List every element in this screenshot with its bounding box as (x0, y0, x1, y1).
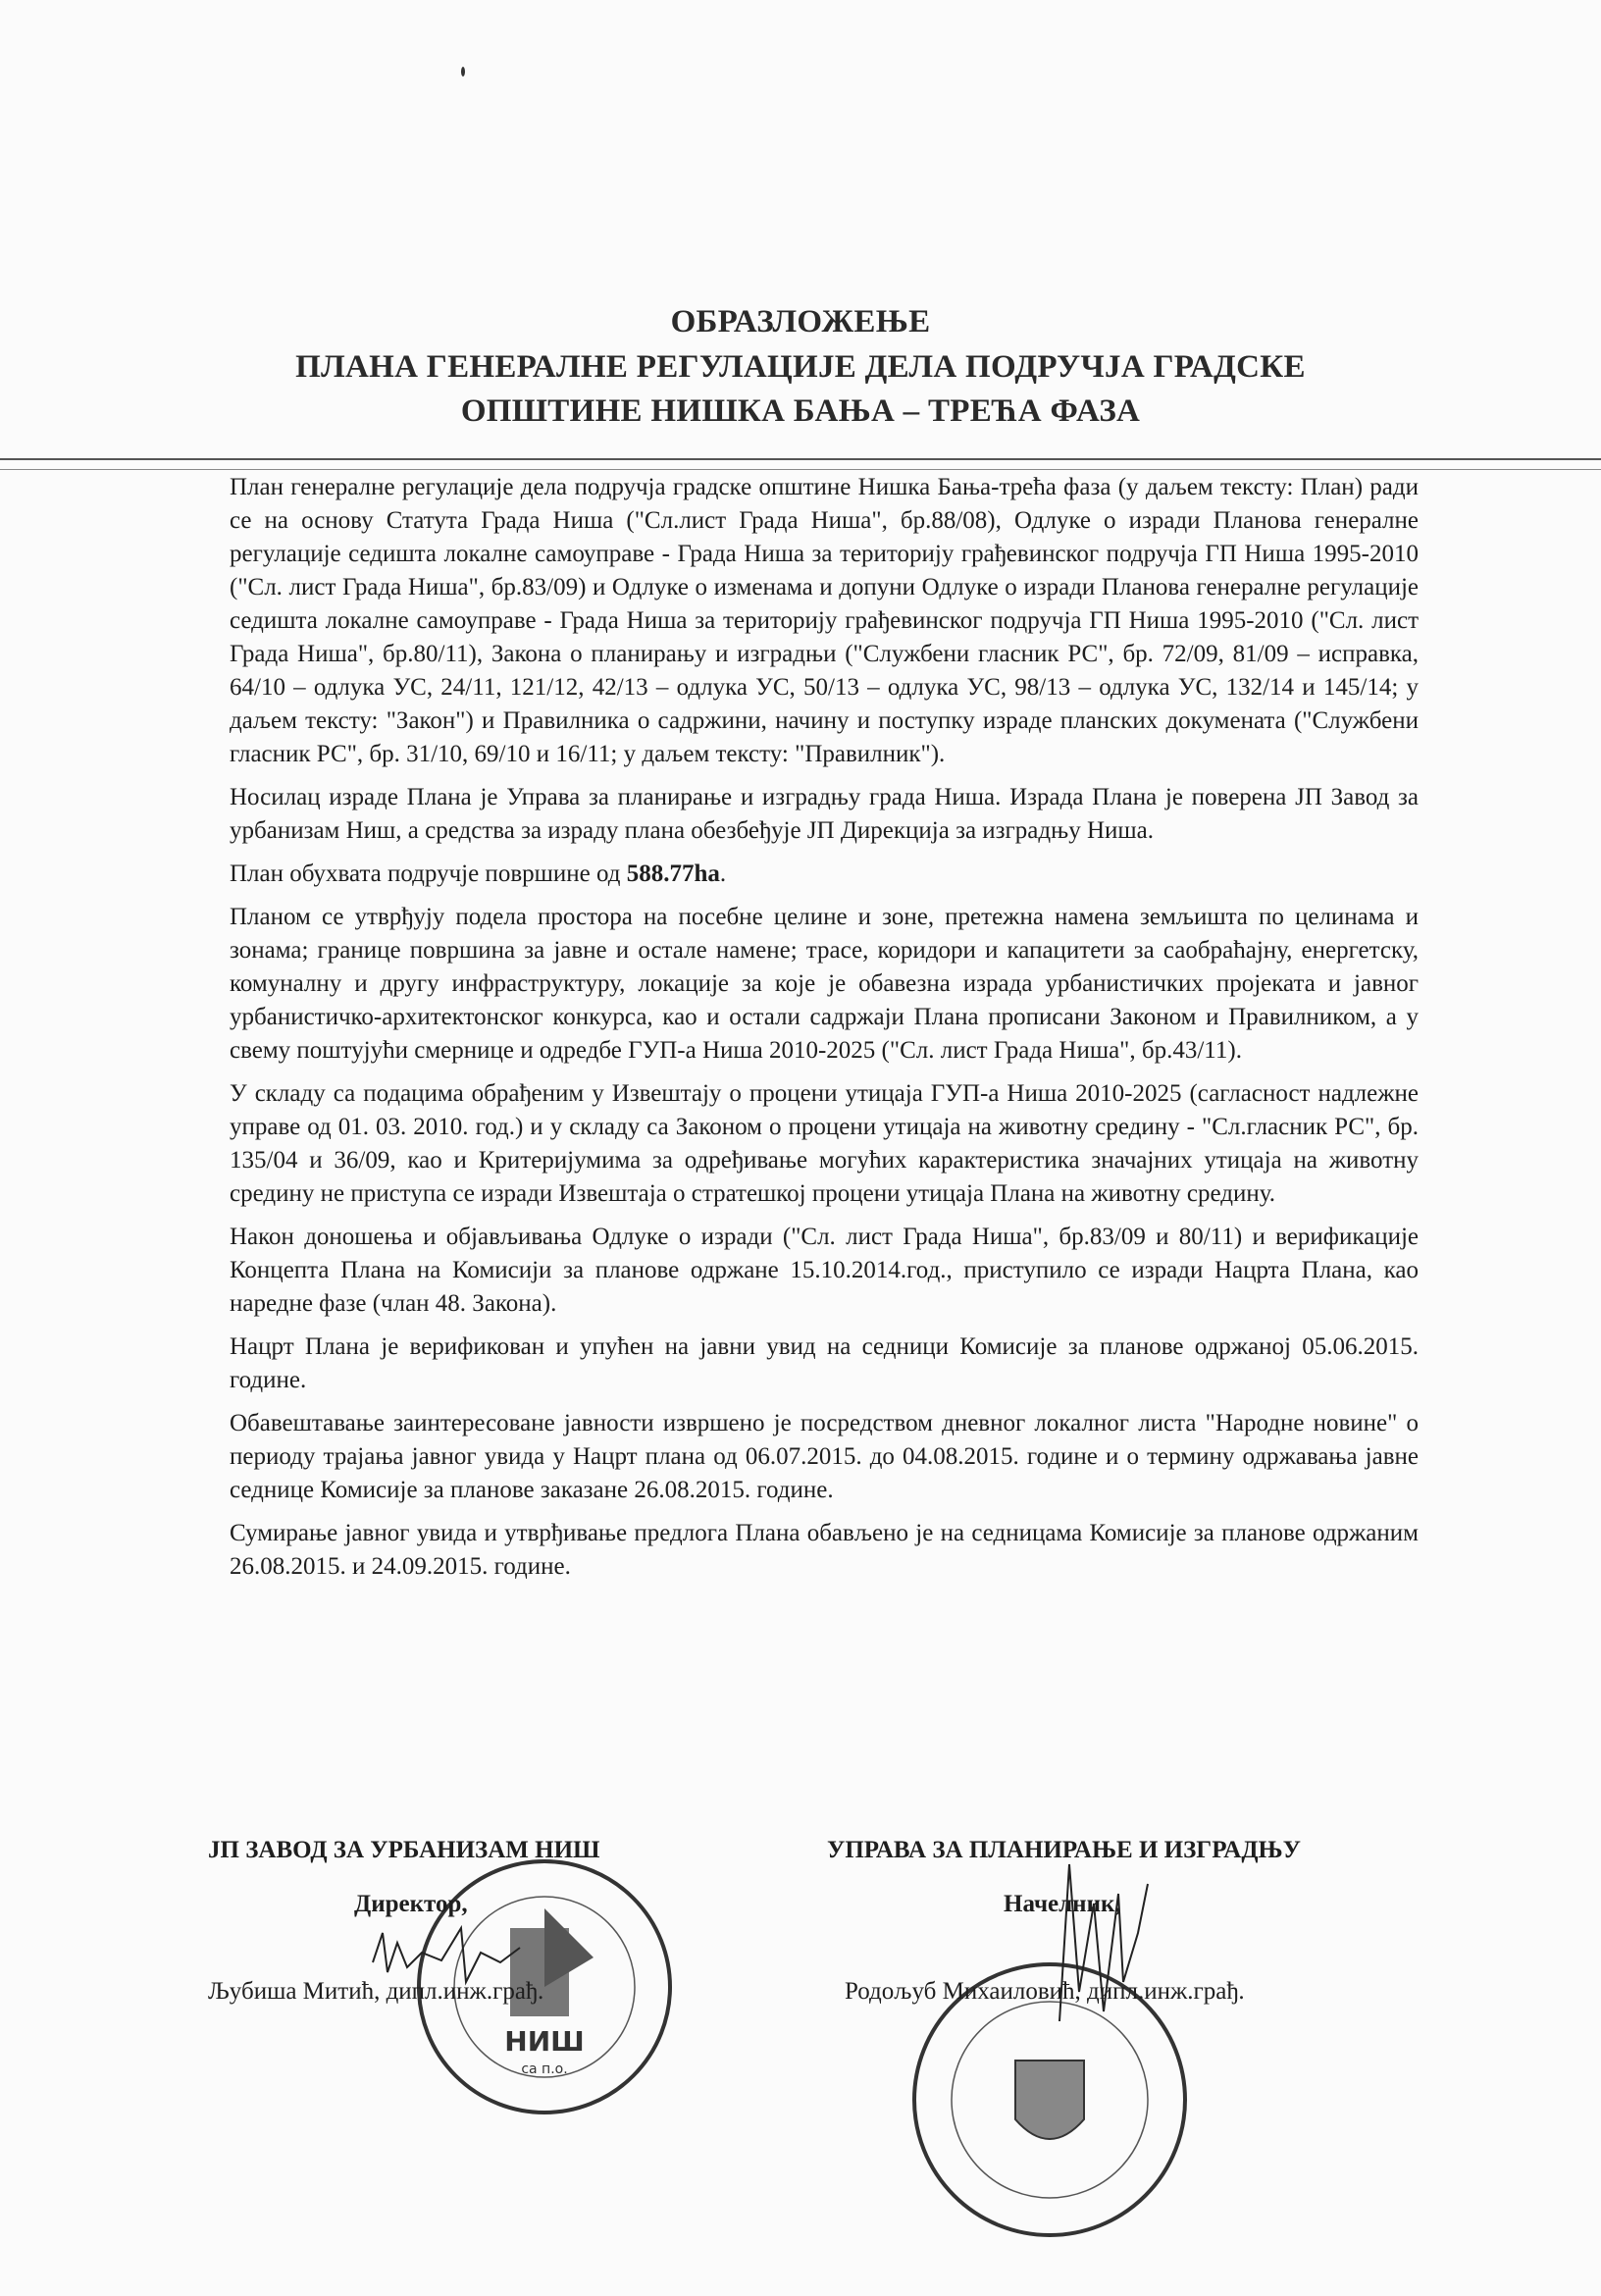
paragraph: Након доношења и објављивања Одлуке о изради ("Сл. лист Града Ниша", бр.83/09 и 80/11) и верификације Концепта Плана на Комисији за планове одржане 15.10.2014.год., приступило се изради Нацрта Плана, као наредне фазе (члан 48. Закона). (230, 1224, 1419, 1317)
document-subtitle-line-1: ПЛАНА ГЕНЕРАЛНЕ РЕГУЛАЦИЈЕ ДЕЛА ПОДРУЧЈА ГРАДСКЕ (295, 349, 1306, 385)
stamp-city: НИШ (504, 2025, 585, 2058)
document-body (230, 471, 1419, 1593)
scan-mark (461, 67, 465, 77)
area-value: 588.77ha (626, 861, 720, 887)
left-signatory-name: Љубиша Митић, дипл.инж.грађ. (208, 1978, 544, 2005)
area-suffix: . (719, 861, 727, 887)
paragraph: Планом се утврђују подела простора на посебне целине и зоне, претежна намена земљишта по целинама и зонама; границе површина за јавне и остале намене; трасе, коридори и капацитети за саобраћајну, енергетску, комуналну и другу инфраструктуру, локације за које је обавезна израда урбанистичких пројеката и јавног урбанистичко-архитектонског конкурса, као и остали садржаји Плана прописани Законом и Правилником, а у свему поштујући смернице и одредбе ГУП-а Ниша 2010-2025 ("Сл. лист Града Ниша", бр.43/11). (230, 904, 1419, 1064)
right-role: Начелник, (1004, 1891, 1121, 1917)
document-subtitle-line-2: ОПШТИНЕ НИШКА БАЊА – ТРЕЋА ФАЗА (460, 393, 1141, 429)
header-rule-thin (0, 469, 1601, 470)
left-role: Директор, (354, 1891, 468, 1917)
paragraph: Сумирање јавног увида и утврђивање предлога Плана обављено је на седницама Комисије за планове одржаним 26.08.2015. и 24.09.2015. године. (230, 1520, 1419, 1580)
paragraph: Носилац израде Плана је Управа за планирање и изградњу града Ниша. Израда Плана је поверена ЈП Завод за урбанизам Ниш, а средства за израду плана обезбеђује ЈП Дирекција за изградњу Ниша. (230, 784, 1419, 844)
paragraph: Нацрт Плана је верификован и упућен на јавни увид на седници Комисије за планове одржаној 05.06.2015. године. (230, 1333, 1419, 1393)
document-title: ОБРАЗЛОЖЕЊЕ (670, 304, 931, 339)
coat-of-arms-icon (1015, 2061, 1084, 2139)
left-organization: ЈП ЗАВОД ЗА УРБАНИЗАМ НИШ (208, 1837, 600, 1863)
right-signatory-name: Родољуб Михаиловић, дипл.инж.грађ. (845, 1978, 1245, 2005)
right-organization: УПРАВА ЗА ПЛАНИРАЊЕ И ИЗГРАДЊУ (827, 1837, 1301, 1863)
paragraph: У складу са подацима обрађеним у Извештају о процени утицаја ГУП-а Ниша 2010-2025 (сагласност надлежне управе од 01. 03. 2010. год.) и у складу са Законом о процени утицаја на животну средину - "Сл.гласник РС", бр. 135/04 и 36/09, као и Критеријумима за одређивање могућих карактеристика значајних утицаја на животну средину не приступа се изради Извештаја о стратешкој процени утицаја Плана на животну средину. (230, 1080, 1419, 1207)
stamp-suffix: са п.о. (521, 2061, 568, 2077)
header-rule (0, 458, 1601, 460)
area-paragraph (230, 858, 1419, 891)
paragraph: Обавештавање заинтересоване јавности извршено је посредством дневног локалног листа "Народне новине" о периоду трајања јавног увида у Нацрт плана од 06.07.2015. до 04.08.2015. године и о термину одржавања јавне седнице Комисије за планове заказане 26.08.2015. године. (230, 1410, 1419, 1503)
area-prefix: План обухвата подручје површине од (230, 861, 627, 887)
paragraph: План генералне регулације дела подручја градске општине Нишка Бања-трећа фаза (у даљем тексту: План) ради се на основу Статута Града Ниша ("Сл.лист Града Ниша", бр.88/08), Одлуке о изради Планова генералне регулације седишта локалне самоуправе - Града Ниша за територију грађевинског подручја ГП Ниша 1995-2010 ("Сл. лист Града Ниша", бр.83/09) и Одлуке о изменама и допуни Одлуке о изради Планова генералне регулације седишта локалне самоуправе - Града Ниша за територију грађевинског подручја ГП Ниша 1995-2010 ("Сл. лист Града Ниша", бр.80/11), Закона о планирању и изградњи ("Службени гласник РС", бр. 72/09, 81/09 – исправка, 64/10 – одлука УС, 24/11, 121/12, 42/13 – одлука УС, 50/13 – одлука УС, 98/13 – одлука УС, 132/14 и 145/14; у даљем тексту: "Закон") и Правилника о садржини, начину и поступку израде планских докумената ("Службени гласник РС", бр. 31/10, 69/10 и 16/11; у даљем тексту: "Правилник"). (230, 474, 1419, 767)
